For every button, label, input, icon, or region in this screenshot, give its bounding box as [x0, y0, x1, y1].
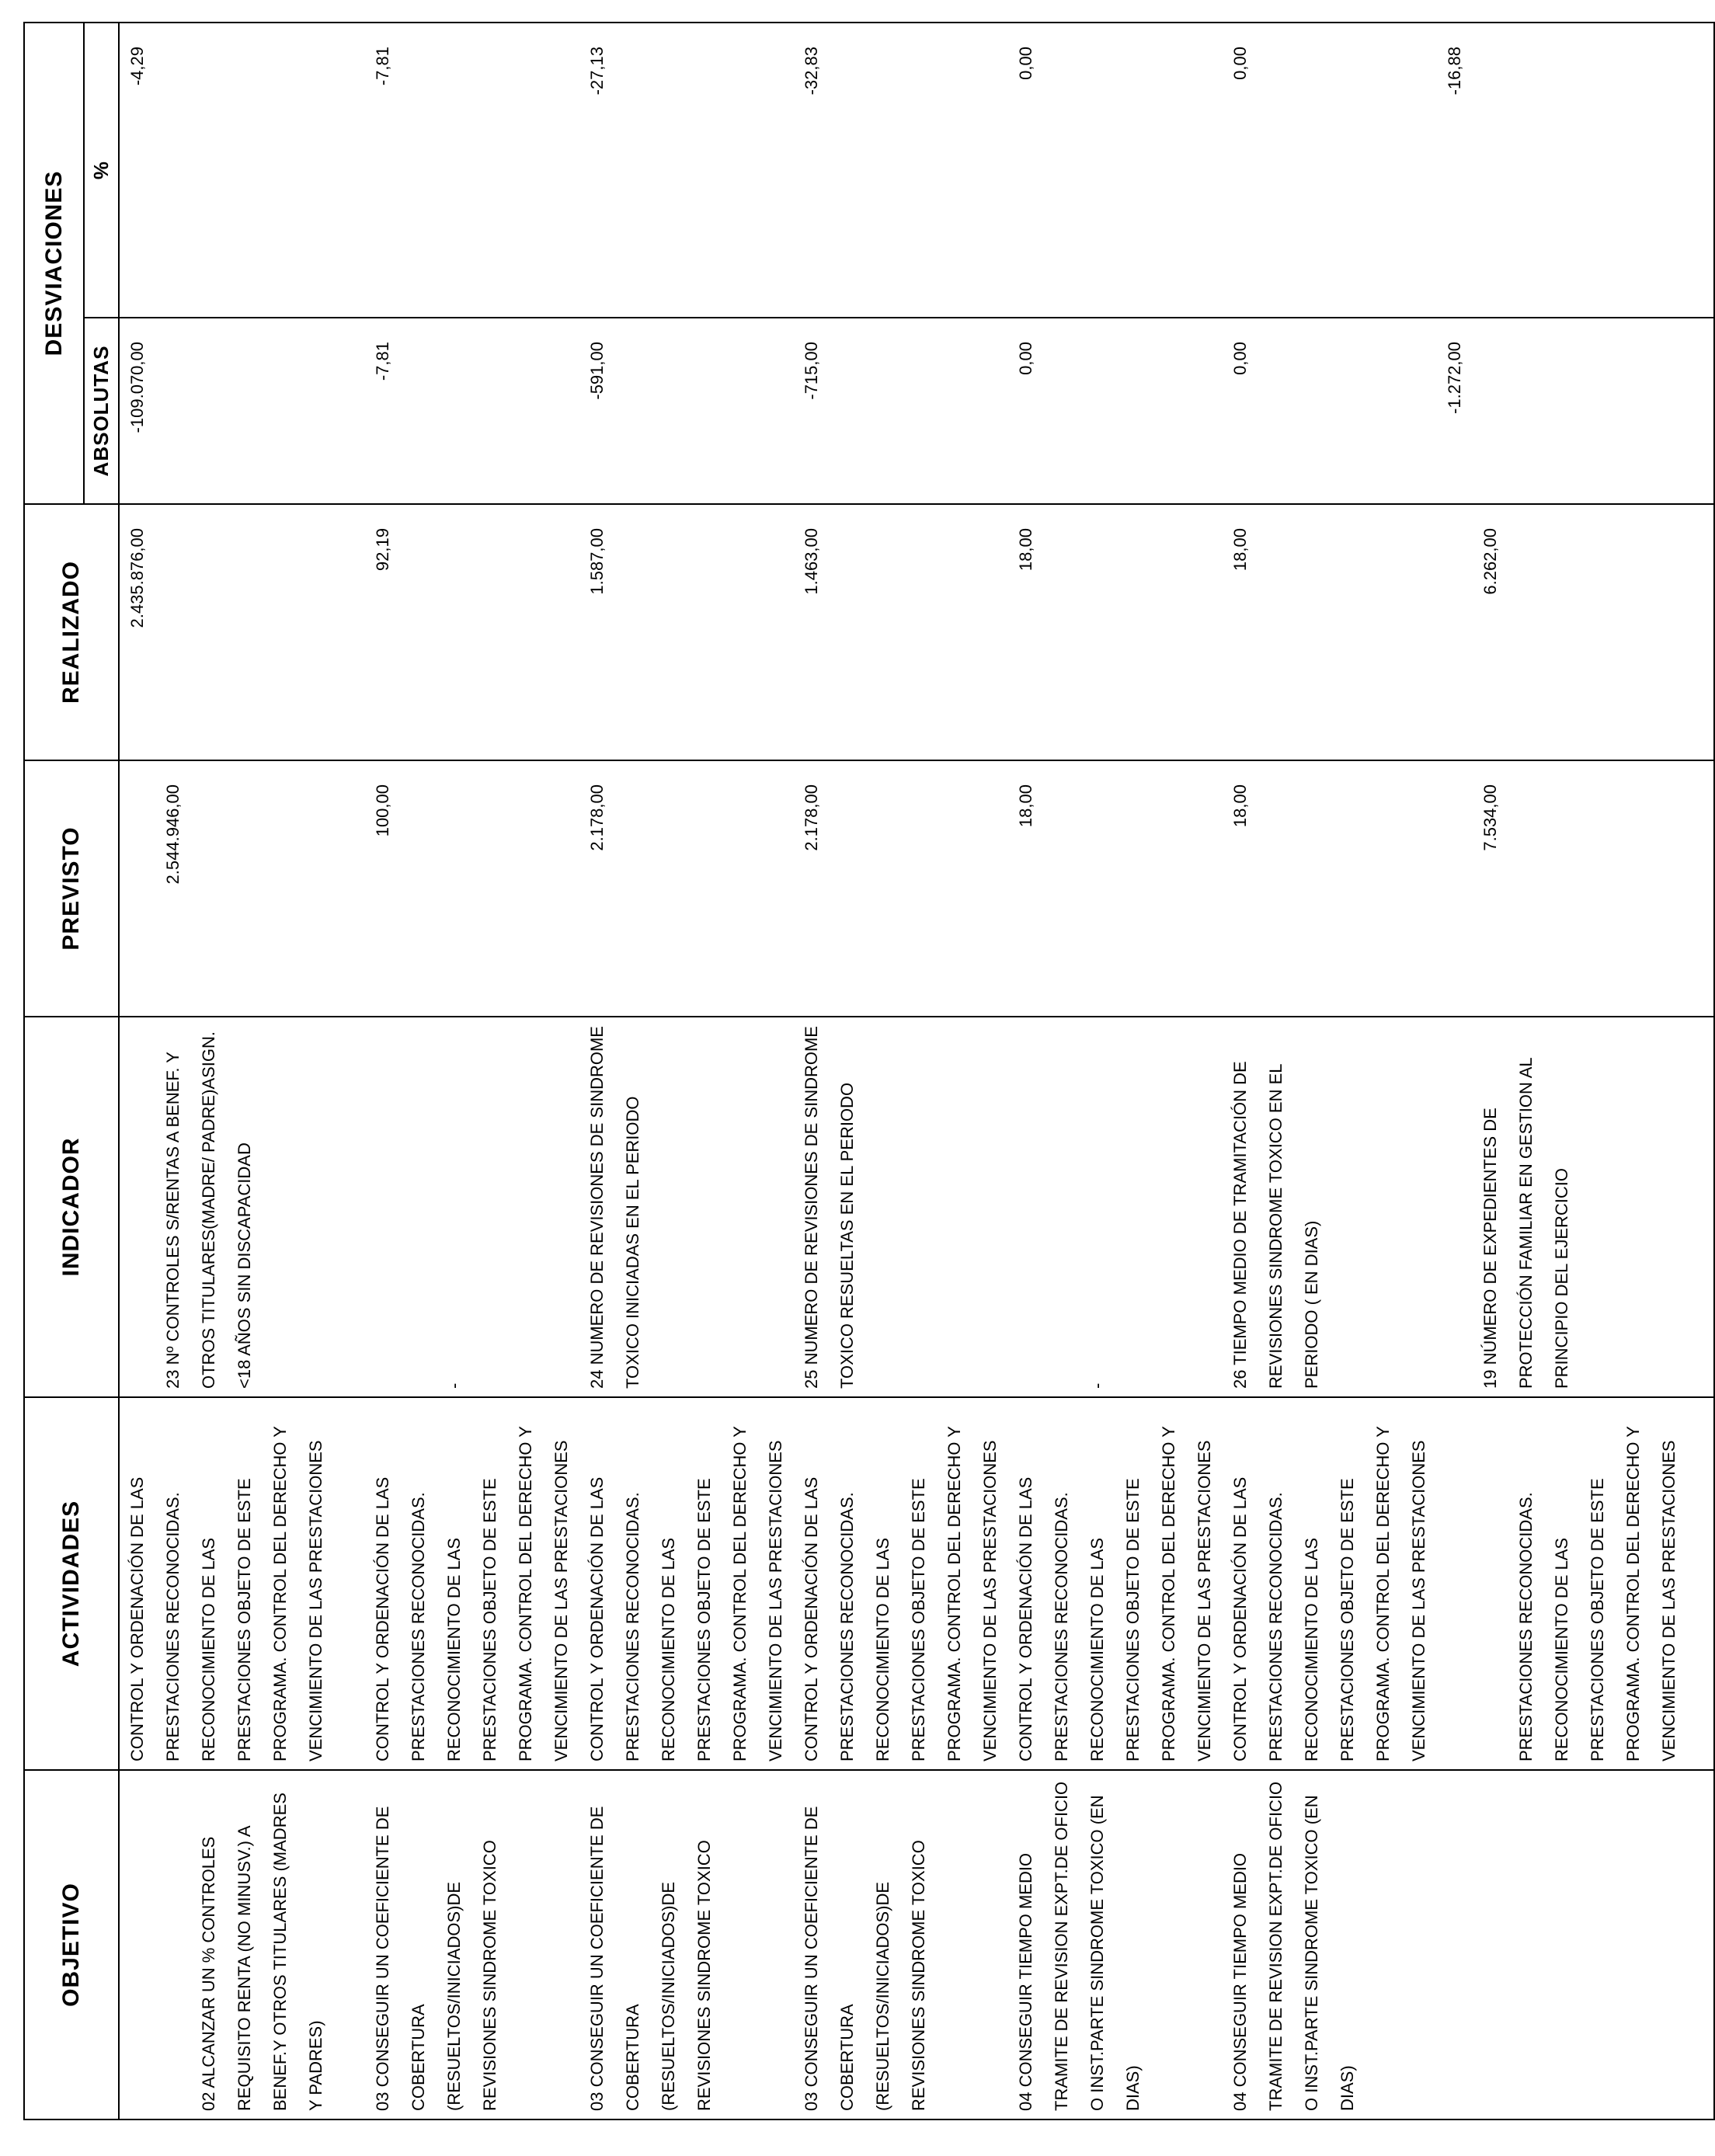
cell-absolutas: -1.272,00 [1437, 318, 1714, 504]
cell-porcentaje: -32,83 [794, 23, 1008, 318]
table-row [794, 23, 1008, 2119]
cell-indicador: 24 NUMERO DE REVISIONES DE SINDROME TOXICO INICIADAS EN EL PERIODO [579, 1017, 794, 1397]
cell-absolutas: -7,81 [365, 318, 579, 504]
cell-objetivo: 03 CONSEGUIR UN COEFICIENTE DE COBERTURA (RESUELTOS/INICIADOS)DE REVISIONES SINDROME TOXICO [365, 1770, 579, 2119]
cell-realizado: 1.587,00 [579, 504, 794, 760]
cell-absolutas: -715,00 [794, 318, 1008, 504]
cell-indicador: 26 TIEMPO MEDIO DE TRAMITACIÓN DE REVISIONES SINDROME TOXICO EN EL PERIODO ( EN DIAS) [1223, 1017, 1437, 1397]
cell-porcentaje: -27,13 [579, 23, 794, 318]
cell-realizado: 18,00 [1223, 504, 1437, 760]
cell-previsto: 2.178,00 [794, 760, 1008, 1017]
cell-absolutas: 0,00 [1008, 318, 1223, 504]
table-row [119, 23, 365, 2119]
header-indicador: INDICADOR [24, 1017, 119, 1397]
cell-porcentaje: -4,29 [119, 23, 365, 318]
header-desviaciones: DESVIACIONES [24, 23, 84, 504]
cell-porcentaje: 0,00 [1008, 23, 1223, 318]
cell-objetivo [1437, 1770, 1714, 2119]
cell-porcentaje: -16,88 [1437, 23, 1714, 318]
cell-actividades: CONTROL Y ORDENACIÓN DE LAS PRESTACIONES RECONOCIDAS. RECONOCIMIENTO DE LAS PRESTACIONES OBJETO DE ESTE PROGRAMA. CONTROL DEL DERECHO Y VENCIMIENTO DE LAS PRESTACIONES [1223, 1397, 1437, 1770]
cell-previsto: 7.534,00 [1437, 760, 1714, 1017]
cell-absolutas: -109.070,00 [119, 318, 365, 504]
cell-porcentaje: -7,81 [365, 23, 579, 318]
header-objetivo: OBJETIVO [24, 1770, 119, 2119]
cell-realizado: 92,19 [365, 504, 579, 760]
cell-absolutas: -591,00 [579, 318, 794, 504]
cell-objetivo: 02 ALCANZAR UN % CONTROLES REQUISITO RENTA (NO MINUSV.) A BENEF.Y OTROS TITULARES (MADRES Y PADRES) [119, 1770, 365, 2119]
cell-porcentaje: 0,00 [1223, 23, 1437, 318]
cell-actividades: CONTROL Y ORDENACIÓN DE LAS PRESTACIONES RECONOCIDAS. RECONOCIMIENTO DE LAS PRESTACIONES OBJETO DE ESTE PROGRAMA. CONTROL DEL DERECHO Y VENCIMIENTO DE LAS PRESTACIONES [1008, 1397, 1223, 1770]
cell-actividades: CONTROL Y ORDENACIÓN DE LAS PRESTACIONES RECONOCIDAS. RECONOCIMIENTO DE LAS PRESTACIONES OBJETO DE ESTE PROGRAMA. CONTROL DEL DERECHO Y VENCIMIENTO DE LAS PRESTACIONES [119, 1397, 365, 1770]
cell-actividades: CONTROL Y ORDENACIÓN DE LAS PRESTACIONES RECONOCIDAS. RECONOCIMIENTO DE LAS PRESTACIONES OBJETO DE ESTE PROGRAMA. CONTROL DEL DERECHO Y VENCIMIENTO DE LAS PRESTACIONES [579, 1397, 794, 1770]
table-row [1008, 23, 1223, 2119]
header-actividades: ACTIVIDADES [24, 1397, 119, 1770]
cell-actividades: CONTROL Y ORDENACIÓN DE LAS PRESTACIONES RECONOCIDAS. RECONOCIMIENTO DE LAS PRESTACIONES OBJETO DE ESTE PROGRAMA. CONTROL DEL DERECHO Y VENCIMIENTO DE LAS PRESTACIONES [365, 1397, 579, 1770]
table-row [579, 23, 794, 2119]
cell-objetivo: 04 CONSEGUIR TIEMPO MEDIO TRAMITE DE REVISION EXPT.DE OFICIO O INST.PARTE SINDROME TOXICO (EN DIAS) [1223, 1770, 1437, 2119]
cell-realizado: 2.435.876,00 [119, 504, 365, 760]
header-realizado: REALIZADO [24, 504, 119, 760]
cell-absolutas: 0,00 [1223, 318, 1437, 504]
cell-previsto: 100,00 [365, 760, 579, 1017]
header-previsto: PREVISTO [24, 760, 119, 1017]
cell-realizado: 1.463,00 [794, 504, 1008, 760]
cell-previsto: 2.178,00 [579, 760, 794, 1017]
cell-objetivo: 03 CONSEGUIR UN COEFICIENTE DE COBERTURA (RESUELTOS/INICIADOS)DE REVISIONES SINDROME TOXICO [794, 1770, 1008, 2119]
table-row [1437, 23, 1714, 2119]
cell-previsto: 2.544.946,00 [119, 760, 365, 1017]
cell-objetivo: 03 CONSEGUIR UN COEFICIENTE DE COBERTURA (RESUELTOS/INICIADOS)DE REVISIONES SINDROME TOXICO [579, 1770, 794, 2119]
cell-realizado: 6.262,00 [1437, 504, 1714, 760]
report-sheet [23, 23, 1678, 2120]
cell-objetivo: 04 CONSEGUIR TIEMPO MEDIO TRAMITE DE REVISION EXPT.DE OFICIO O INST.PARTE SINDROME TOXICO (EN DIAS) [1008, 1770, 1223, 2119]
indicators-table [23, 22, 1715, 2120]
cell-previsto: 18,00 [1223, 760, 1437, 1017]
table-row [365, 23, 579, 2119]
cell-indicador: 23 Nº CONTROLES S/RENTAS A BENEF. Y OTROS TITULARES(MADRE/ PADRE)ASIGN.<18 AÑOS SIN DISCAPACIDAD [119, 1017, 365, 1397]
header-absolutas: ABSOLUTAS [84, 318, 119, 504]
cell-indicador: 19 NÚMERO DE EXPEDIENTES DE PROTECCIÓN FAMILIAR EN GESTION AL PRINCIPIO DEL EJERCICIO [1437, 1017, 1714, 1397]
table-row [1223, 23, 1437, 2119]
cell-indicador: - [365, 1017, 579, 1397]
header-porcentaje: % [84, 23, 119, 318]
cell-realizado: 18,00 [1008, 504, 1223, 760]
cell-previsto: 18,00 [1008, 760, 1223, 1017]
cell-actividades: PRESTACIONES RECONOCIDAS. RECONOCIMIENTO DE LAS PRESTACIONES OBJETO DE ESTE PROGRAMA. CONTROL DEL DERECHO Y VENCIMIENTO DE LAS PRESTACIONES [1437, 1397, 1714, 1770]
cell-indicador: - [1008, 1017, 1223, 1397]
cell-indicador: 25 NUMERO DE REVISIONES DE SINDROME TOXICO RESUELTAS EN EL PERIODO [794, 1017, 1008, 1397]
cell-actividades: CONTROL Y ORDENACIÓN DE LAS PRESTACIONES RECONOCIDAS. RECONOCIMIENTO DE LAS PRESTACIONES OBJETO DE ESTE PROGRAMA. CONTROL DEL DERECHO Y VENCIMIENTO DE LAS PRESTACIONES [794, 1397, 1008, 1770]
